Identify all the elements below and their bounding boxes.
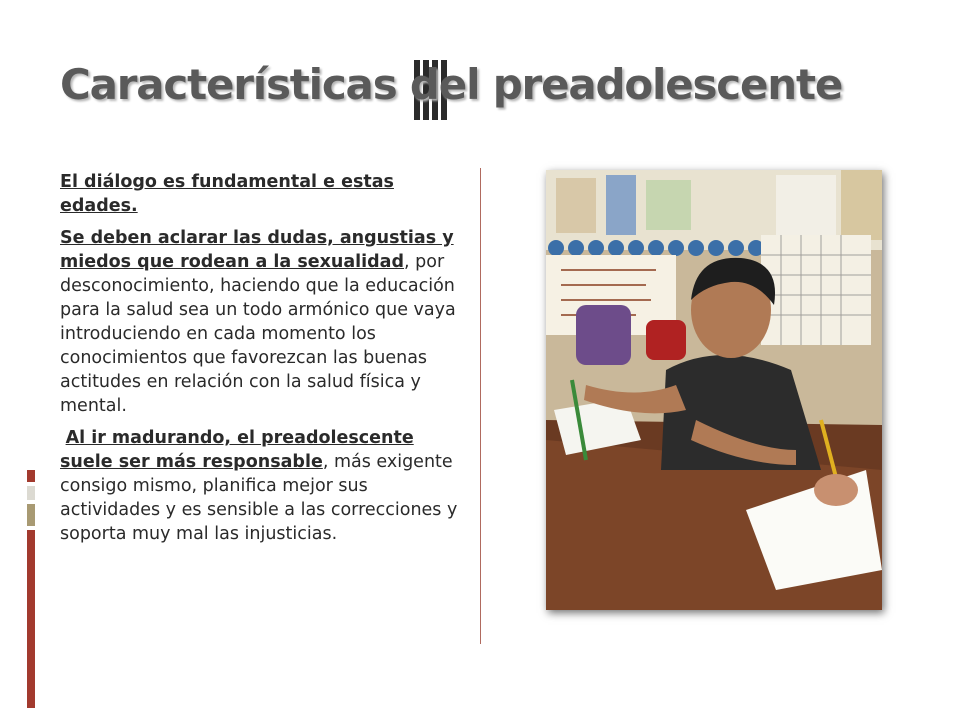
paragraph-3-emphasis: Al ir madurando, el preadolescente suele ser más responsable — [60, 428, 414, 472]
accent-bar-tan — [27, 504, 35, 526]
accent-bar-red-bottom — [27, 530, 35, 708]
accent-bar-red-top — [27, 470, 35, 482]
paragraph-2 — [60, 226, 460, 418]
paragraph-2-emphasis: Se deben aclarar las dudas, angustias y miedos que rodean a la sexualidad — [60, 228, 454, 272]
paragraph-2-text: , por desconocimiento, haciendo que la educación para la salud sea un todo armónico que vaya introduciendo en cada momento los conocimientos que favorezcan las buenas actitudes en relación con la salud física y mental. — [60, 252, 456, 416]
paragraph-1-emphasis: El diálogo es fundamental e estas edades. — [60, 172, 394, 216]
slide-body — [60, 170, 460, 554]
slide-title: Características del preadolescente — [60, 60, 843, 109]
classroom-photo-illustration — [546, 170, 882, 610]
paragraph-3 — [60, 426, 460, 546]
column-divider — [480, 168, 481, 644]
paragraph-1 — [60, 170, 460, 218]
accent-bar-grey — [27, 486, 35, 500]
classroom-photo — [546, 170, 882, 610]
paragraph-3-text: , más exigente consigo mismo, planifica mejor sus actividades y es sensible a las correcciones y soporta muy mal las injusticias. — [60, 452, 458, 544]
